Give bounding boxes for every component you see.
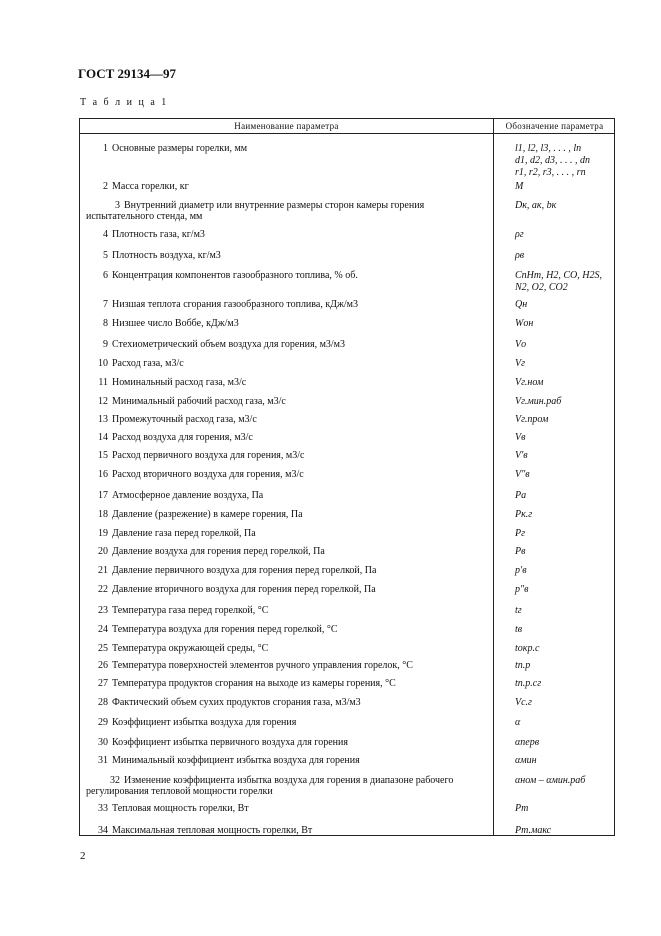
table-row-symbol: Pв bbox=[515, 546, 526, 557]
table-row-symbol: Vс.г bbox=[515, 697, 532, 708]
row-number: 18 bbox=[98, 509, 108, 520]
row-number: 26 bbox=[98, 660, 108, 671]
table-row-symbol: Pт.макс bbox=[515, 825, 552, 836]
table-row-symbol: Vг.мин.раб bbox=[515, 396, 562, 407]
row-number: 13 bbox=[98, 414, 108, 425]
row-number: 28 bbox=[98, 697, 108, 708]
table-row-symbol: Vо bbox=[515, 339, 527, 350]
row-number: 30 bbox=[98, 737, 108, 748]
table-row-param bbox=[86, 181, 488, 192]
row-label: Номинальный расход газа, м3/с bbox=[112, 377, 247, 388]
table-row-param bbox=[86, 414, 488, 425]
table-row-symbol: l1, l2, l3, . . . , ln d1, d2, d3, . . . , dn r1, r2, r3, . . . , rn bbox=[515, 143, 590, 178]
table-row-symbol: Pк.г bbox=[515, 509, 533, 520]
row-number: 27 bbox=[98, 678, 108, 689]
row-number: 24 bbox=[98, 624, 108, 635]
row-label: Плотность газа, кг/м3 bbox=[112, 229, 205, 240]
row-label: Промежуточный расход газа, м3/с bbox=[112, 414, 257, 425]
table-row-symbol: M bbox=[515, 181, 524, 192]
column-divider bbox=[493, 118, 494, 836]
row-label: Расход воздуха для горения, м3/с bbox=[112, 432, 253, 443]
table-row-param bbox=[86, 299, 488, 310]
table-row-symbol: V′в bbox=[515, 450, 528, 461]
row-number: 33 bbox=[98, 803, 108, 814]
table-row-param bbox=[86, 660, 488, 671]
row-label: Давление газа перед горелкой, Па bbox=[112, 528, 256, 539]
row-number: 7 bbox=[103, 299, 108, 310]
row-number: 1 bbox=[103, 143, 108, 154]
header-divider bbox=[79, 133, 615, 134]
row-label: Низшее число Воббе, кДж/м3 bbox=[112, 318, 239, 329]
table-row-symbol: Vг.ном bbox=[515, 377, 544, 388]
table-row-symbol: Vг.пром bbox=[515, 414, 549, 425]
table-row-symbol: p′в bbox=[515, 565, 527, 576]
table-row-symbol: tп.р.сг bbox=[515, 678, 542, 689]
table-caption: Т а б л и ц а 1 bbox=[80, 97, 169, 108]
row-label: Плотность воздуха, кг/м3 bbox=[112, 250, 221, 261]
row-number: 3 bbox=[115, 200, 120, 211]
row-number: 8 bbox=[103, 318, 108, 329]
row-number: 32 bbox=[110, 775, 120, 786]
table-row-symbol: V″в bbox=[515, 469, 530, 480]
row-label: Максимальная тепловая мощность горелки, Вт bbox=[112, 825, 313, 836]
row-label: Изменение коэффициента избытка воздуха для горения в диапазоне рабочего регулирования тепловой мощности горелки bbox=[86, 775, 454, 797]
row-label: Температура продуктов сгорания на выходе из камеры горения, °С bbox=[112, 678, 396, 689]
row-number: 22 bbox=[98, 584, 108, 595]
table-row-param bbox=[86, 432, 488, 443]
table-row-param bbox=[86, 528, 488, 539]
table-row-param bbox=[86, 318, 488, 329]
table-row-symbol: Dк, aк, bк bbox=[515, 200, 557, 211]
table-row-symbol: p″в bbox=[515, 584, 529, 595]
table-row-param bbox=[86, 678, 488, 689]
row-label: Минимальный коэффициент избытка воздуха для горения bbox=[112, 755, 360, 766]
row-number: 31 bbox=[98, 755, 108, 766]
row-label: Внутренний диаметр или внутренние размеры сторон камеры горения испытательного стенда, мм bbox=[86, 200, 425, 222]
row-number: 23 bbox=[98, 605, 108, 616]
table-row-symbol: αном – αмин.раб bbox=[515, 775, 586, 786]
row-label: Давление (разрежение) в камере горения, Па bbox=[112, 509, 303, 520]
row-number: 11 bbox=[98, 377, 108, 388]
table-row-symbol: αперв bbox=[515, 737, 540, 748]
table-row-symbol: tг bbox=[515, 605, 522, 616]
row-label: Фактический объем сухих продуктов сгорания газа, м3/м3 bbox=[112, 697, 361, 708]
table-row-param bbox=[86, 755, 488, 766]
table-row-param bbox=[86, 825, 488, 836]
row-number: 4 bbox=[103, 229, 108, 240]
row-label: Коэффициент избытка первичного воздуха для горения bbox=[112, 737, 348, 748]
row-label: Низшая теплота сгорания газообразного топлива, кДж/м3 bbox=[112, 299, 359, 310]
table-row-param bbox=[86, 697, 488, 708]
header-param: Наименование параметра bbox=[234, 121, 339, 131]
table-row-param bbox=[86, 546, 488, 557]
row-label: Температура окружающей среды, °С bbox=[112, 643, 269, 654]
row-label: Стехиометрический объем воздуха для горения, м3/м3 bbox=[112, 339, 346, 350]
table-row-param bbox=[86, 624, 488, 635]
table-row-param bbox=[86, 250, 488, 261]
table-row-param bbox=[86, 339, 488, 350]
row-number: 12 bbox=[98, 396, 108, 407]
table-row-symbol: tп.р bbox=[515, 660, 531, 671]
page-number: 2 bbox=[80, 850, 86, 862]
table-row-param bbox=[86, 717, 488, 728]
row-label: Минимальный рабочий расход газа, м3/с bbox=[112, 396, 286, 407]
table-row-param bbox=[86, 565, 488, 576]
row-number: 10 bbox=[98, 358, 108, 369]
table-row-param bbox=[86, 450, 488, 461]
row-number: 19 bbox=[98, 528, 108, 539]
table-row-param bbox=[86, 584, 488, 595]
table-row-param bbox=[86, 490, 488, 501]
row-number: 5 bbox=[103, 250, 108, 261]
row-number: 16 bbox=[98, 469, 108, 480]
table-row-symbol: tокр.с bbox=[515, 643, 540, 654]
table-row-symbol: αмин bbox=[515, 755, 537, 766]
row-number: 20 bbox=[98, 546, 108, 557]
table-row-symbol: Qн bbox=[515, 299, 528, 310]
table-row-symbol: Vв bbox=[515, 432, 526, 443]
table-row-symbol: Pт bbox=[515, 803, 529, 814]
row-label: Расход газа, м3/с bbox=[112, 358, 184, 369]
row-label: Температура газа перед горелкой, °С bbox=[112, 605, 269, 616]
table-row-param bbox=[86, 737, 488, 748]
row-number: 21 bbox=[98, 565, 108, 576]
row-label: Давление воздуха для горения перед горелкой, Па bbox=[112, 546, 325, 557]
row-number: 6 bbox=[103, 270, 108, 281]
table-row-param bbox=[86, 377, 488, 388]
row-number: 25 bbox=[98, 643, 108, 654]
table-row-symbol: α bbox=[515, 717, 521, 728]
row-label: Основные размеры горелки, мм bbox=[112, 143, 248, 154]
row-label: Концентрация компонентов газообразного топлива, % об. bbox=[112, 270, 358, 281]
table-row-symbol: Pа bbox=[515, 490, 527, 501]
row-number: 17 bbox=[98, 490, 108, 501]
row-number: 34 bbox=[98, 825, 108, 836]
table-row-param bbox=[86, 509, 488, 520]
table-row-symbol: Pг bbox=[515, 528, 526, 539]
table-row-param bbox=[86, 396, 488, 407]
row-label: Расход первичного воздуха для горения, м3/с bbox=[112, 450, 305, 461]
row-number: 15 bbox=[98, 450, 108, 461]
table-row-param bbox=[86, 469, 488, 480]
header-symbol: Обозначение параметра bbox=[505, 121, 604, 131]
table-row-param bbox=[86, 803, 488, 814]
row-label: Масса горелки, кг bbox=[112, 181, 189, 192]
table-row-param bbox=[86, 605, 488, 616]
table-row-symbol: Wон bbox=[515, 318, 534, 329]
row-label: Коэффициент избытка воздуха для горения bbox=[112, 717, 297, 728]
row-label: Давление вторичного воздуха для горения перед горелкой, Па bbox=[112, 584, 376, 595]
table-row-param bbox=[86, 229, 488, 240]
table-row-symbol: CnHm, H2, CO, H2S, N2, O2, CO2 bbox=[515, 270, 602, 293]
row-label: Температура воздуха для горения перед горелкой, °С bbox=[112, 624, 338, 635]
table-row-param bbox=[86, 143, 488, 154]
table-row-param bbox=[86, 643, 488, 654]
table-row-param bbox=[86, 775, 488, 797]
table-row-param bbox=[86, 200, 488, 222]
standard-title: ГОСТ 29134—97 bbox=[78, 66, 177, 81]
row-label: Температура поверхностей элементов ручного управления горелок, °С bbox=[112, 660, 413, 671]
row-label: Давление первичного воздуха для горения перед горелкой, Па bbox=[112, 565, 377, 576]
row-number: 2 bbox=[103, 181, 108, 192]
row-label: Расход вторичного воздуха для горения, м3/с bbox=[112, 469, 304, 480]
row-label: Тепловая мощность горелки, Вт bbox=[112, 803, 249, 814]
table-row-param bbox=[86, 270, 488, 281]
table-row-param bbox=[86, 358, 488, 369]
row-number: 14 bbox=[98, 432, 108, 443]
table-row-symbol: Vг bbox=[515, 358, 526, 369]
table-row-symbol: tв bbox=[515, 624, 523, 635]
table-row-symbol: ρг bbox=[515, 229, 524, 240]
row-number: 9 bbox=[103, 339, 108, 350]
row-number: 29 bbox=[98, 717, 108, 728]
table-row-symbol: ρв bbox=[515, 250, 525, 261]
row-label: Атмосферное давление воздуха, Па bbox=[112, 490, 264, 501]
